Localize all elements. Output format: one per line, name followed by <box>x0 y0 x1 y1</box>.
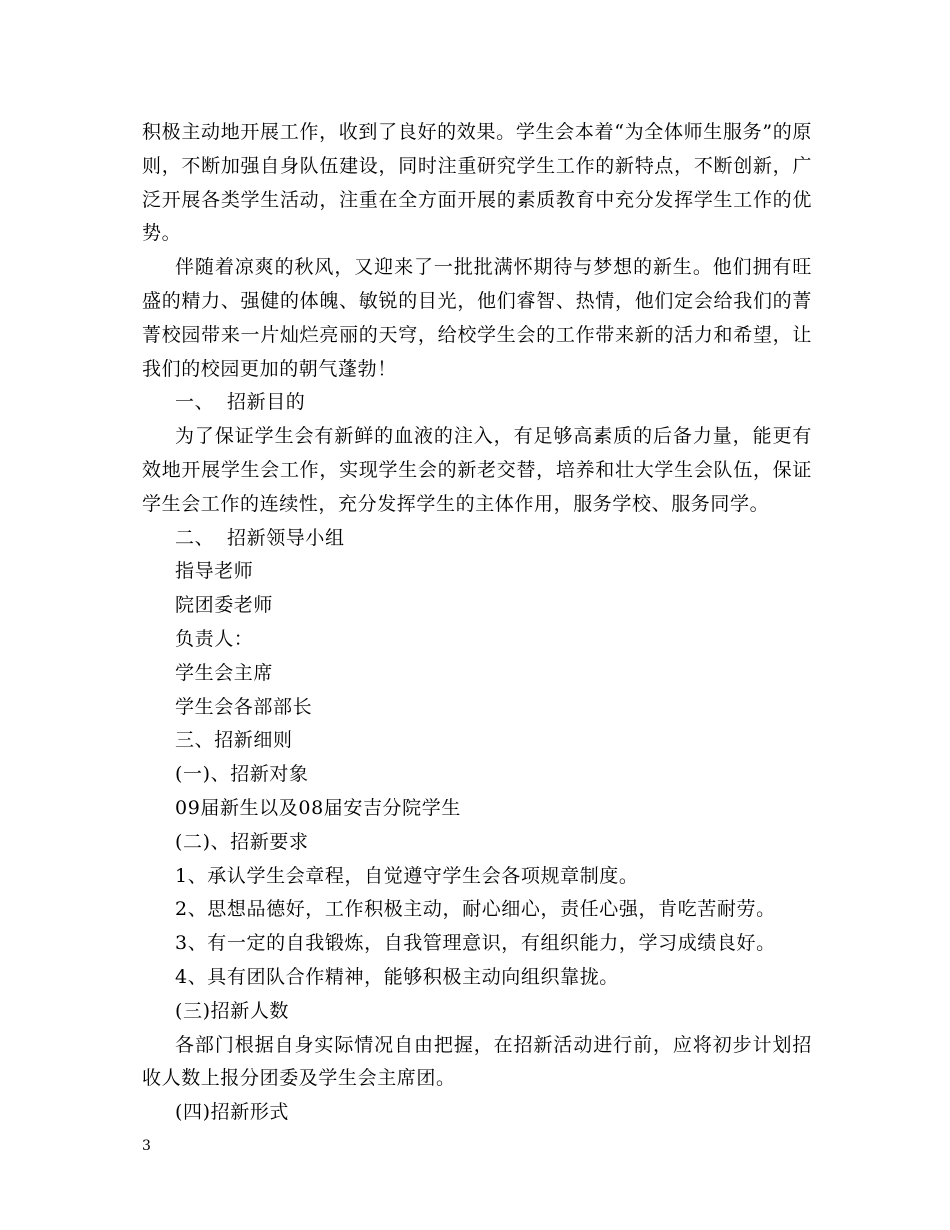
section-heading-rules: 三、招新细则 <box>175 729 293 752</box>
section-heading-leadership <box>142 522 812 556</box>
subsection-format: (四)招新形式 <box>175 1101 290 1124</box>
requirement-item: 2、思想品德好，工作积极主动，耐心细心，责任心强，肯吃苦耐劳。 <box>175 898 776 921</box>
subsection-target: (一)、招新对象 <box>175 763 309 786</box>
advisor-label: 指导老师 <box>175 560 254 583</box>
section-title: 招新目的 <box>227 391 306 414</box>
subsection-requirements: (二)、招新要求 <box>175 830 309 853</box>
requirement-item: 4、具有团队合作精神，能够积极主动向组织靠拢。 <box>175 965 619 988</box>
section-number: 一、 <box>175 391 215 414</box>
paragraph-quota: 各部门根据自身实际情况自由把握，在招新活动进行前，应将初步计划招收人数上报分团委及学生会主席团。 <box>142 1033 812 1090</box>
section-heading-purpose <box>142 386 812 420</box>
leader-label: 负责人： <box>175 627 254 650</box>
requirement-item: 3、有一定的自我锻炼，自我管理意识，有组织能力，学习成绩良好。 <box>175 932 776 955</box>
document-body <box>142 116 812 1130</box>
section-number: 二、 <box>175 526 215 549</box>
advisor-value: 院团委老师 <box>175 594 274 617</box>
section-title: 招新领导小组 <box>227 526 345 549</box>
requirement-item: 1、承认学生会章程，自觉遵守学生会各项规章制度。 <box>175 864 639 887</box>
leader-ministers: 学生会各部部长 <box>175 695 313 718</box>
paragraph-autumn-welcome: 伴随着凉爽的秋风，又迎来了一批批满怀期待与梦想的新生。他们拥有旺盛的精力、强健的体魄、敏锐的目光，他们睿智、热情，他们定会给我们的菁菁校园带来一片灿烂亮丽的天穹，给校学生会的工作带来新的活力和希望，让我们的校园更加的朝气蓬勃！ <box>142 256 812 380</box>
target-text: 09届新生以及08届安吉分院学生 <box>175 796 461 819</box>
leader-chair: 学生会主席 <box>175 661 274 684</box>
subsection-quota: (三)招新人数 <box>175 999 290 1022</box>
paragraph-intro-continued: 积极主动地开展工作，收到了良好的效果。学生会本着“为全体师生服务”的原则，不断加强自身队伍建设，同时注重研究学生工作的新特点，不断创新，广泛开展各类学生活动，注重在全方面开展的素质教育中充分发挥学生工作的优势。 <box>142 121 812 245</box>
paragraph-purpose: 为了保证学生会有新鲜的血液的注入，有足够高素质的后备力量，能更有效地开展学生会工作，实现学生会的新老交替，培养和壮大学生会队伍，保证学生会工作的连续性，充分发挥学生的主体作用，服务学校、服务同学。 <box>142 425 812 515</box>
page-number: 3 <box>142 1138 151 1154</box>
